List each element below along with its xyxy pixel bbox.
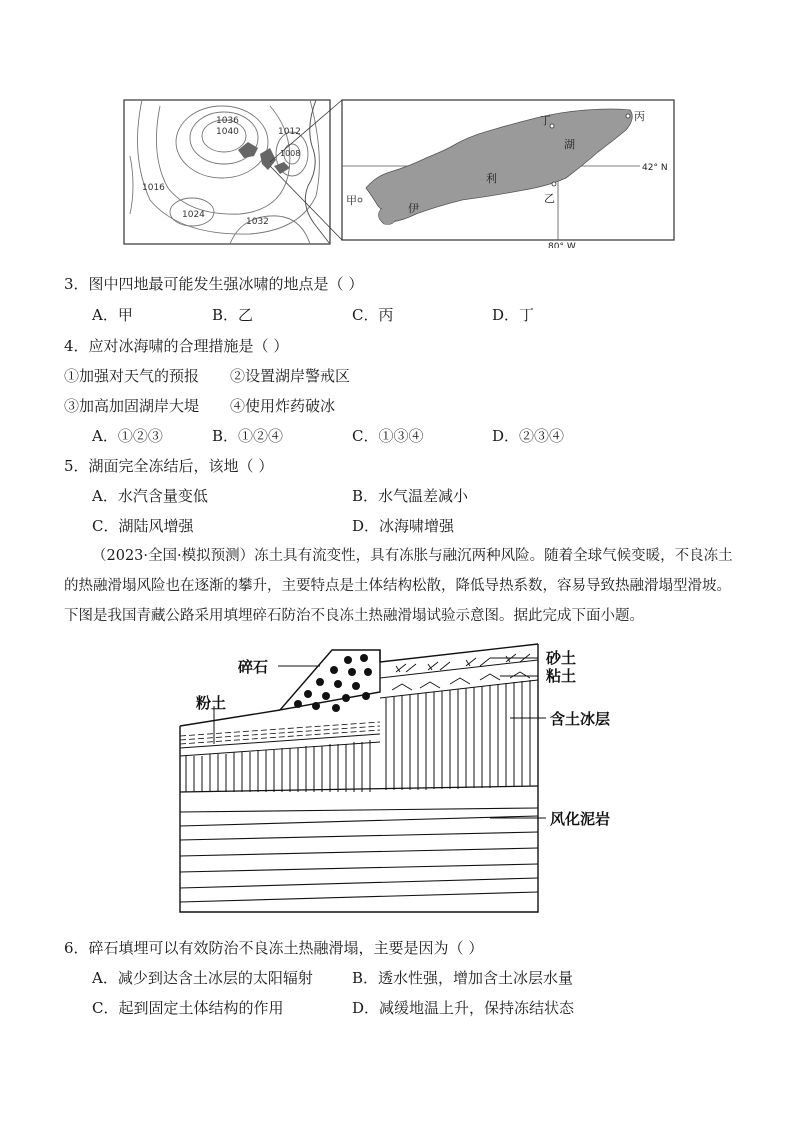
point-ding-label: 丁 xyxy=(540,114,551,127)
question-6-stem: 6．碎石填埋可以有效防治不良冻土热融滑塌，主要是因为（ ） xyxy=(64,939,484,957)
label-sand: 砂土 xyxy=(546,649,577,667)
latitude-label: 42° N xyxy=(642,163,668,173)
isobar-label-1040: 1040 xyxy=(216,127,239,137)
question-5-stem: 5．湖面完全冻结后，该地（ ） xyxy=(64,457,274,475)
lake-char-li: 利 xyxy=(486,172,497,185)
question-5-option-b[interactable]: B．水气温差减小 xyxy=(352,487,469,505)
question-6-option-c[interactable]: C．起到固定土体结构的作用 xyxy=(92,999,284,1017)
label-gravel: 碎石 xyxy=(238,658,269,676)
question-3-option-c[interactable]: C．丙 xyxy=(352,306,394,324)
intro-line-1: （2023·全国·模拟预测）冻土具有流变性，具有冻胀与融沉两种风险。随着全球气候变暖，不良冻土 xyxy=(92,548,733,564)
lake-char-hu: 湖 xyxy=(564,138,575,151)
longitude-label: 80° W xyxy=(548,242,576,248)
intro-line-3: 下图是我国青藏公路采用填埋碎石防治不良冻土热融滑塌试验示意图。据此完成下面小题。 xyxy=(64,608,644,624)
isobar-label-1016: 1016 xyxy=(142,183,165,193)
strata-diagram xyxy=(170,636,650,918)
label-mudstone: 风化泥岩 xyxy=(550,810,611,828)
point-bing-label: 丙 xyxy=(634,110,645,123)
isobar-label-1008: 1008 xyxy=(280,149,301,158)
question-6-option-b[interactable]: B．透水性强，增加含土冰层水量 xyxy=(352,969,574,987)
point-jia-label: 甲 xyxy=(346,194,357,207)
question-3-option-a[interactable]: A．甲 xyxy=(92,306,133,324)
isobar-label-1012: 1012 xyxy=(278,127,301,137)
question-3-stem: 3．图中四地最可能发生强冰啸的地点是（ ） xyxy=(64,275,364,293)
question-6-option-d[interactable]: D．减缓地温上升，保持冻结状态 xyxy=(352,999,575,1017)
lake-char-yi: 伊 xyxy=(408,202,419,215)
weather-map-figure xyxy=(120,96,680,248)
question-3-option-d[interactable]: D．丁 xyxy=(492,306,535,324)
question-3-option-b[interactable]: B．乙 xyxy=(212,306,254,324)
question-5-option-d[interactable]: D．冰海啸增强 xyxy=(352,517,455,535)
label-clay: 粘土 xyxy=(546,667,577,685)
question-5-option-c[interactable]: C．湖陆风增强 xyxy=(92,517,194,535)
question-4-option-c[interactable]: C．①③④ xyxy=(352,427,424,445)
question-6-option-a[interactable]: A．减少到达含土冰层的太阳辐射 xyxy=(92,969,313,987)
question-4-option-a[interactable]: A．①②③ xyxy=(92,427,163,445)
question-4-item-4: ④使用炸药破冰 xyxy=(230,397,336,415)
question-5-option-a[interactable]: A．水汽含量变低 xyxy=(92,487,208,505)
question-4-stem: 4．应对冰海啸的合理措施是（ ） xyxy=(64,337,289,355)
label-silt: 粉土 xyxy=(196,694,227,712)
question-4-option-b[interactable]: B．①②④ xyxy=(212,427,284,445)
question-4-item-1: ①加强对天气的预报 xyxy=(64,367,200,385)
isobar-label-1024: 1024 xyxy=(182,210,205,220)
intro-line-2: 的热融滑塌风险也在逐渐的攀升，主要特点是土体结构松散，降低导热系数，容易导致热融滑塌型滑坡。 xyxy=(64,578,731,594)
point-yi-label: 乙 xyxy=(544,192,555,205)
isobar-label-1036: 1036 xyxy=(216,116,239,126)
question-4-item-2: ②设置湖岸警戒区 xyxy=(230,367,351,385)
question-4-option-d[interactable]: D．②③④ xyxy=(492,427,565,445)
isobar-label-1032: 1032 xyxy=(246,217,269,227)
question-4-item-3: ③加高加固湖岸大堤 xyxy=(64,397,200,415)
label-ice-layer: 含土冰层 xyxy=(550,710,611,728)
